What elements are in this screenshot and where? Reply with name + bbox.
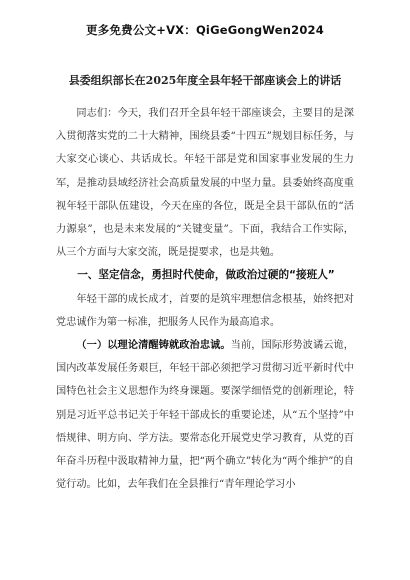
opening-paragraph: 同志们：今天，我们召开全县年轻干部座谈会，主要目的是深入贯彻落实党的二十大精神，围绕县委“十四五”规划目标任务，与大家交心谈心、共话成长。年轻干部是党和国家事业发展的生力军，是推动县域经济社会高质量发展的中坚力量。县委始终高度重视年轻干部队伍建设，今天在座的各位，既是全县干部队伍的“活力源泉”，也是未来发展的“关键变量”。下面，我结合工作实际，从三个方面与大家交流，既是提要求，也是共勉。 [56, 108, 354, 259]
section-intro-paragraph: 年轻干部的成长成才，首要的是筑牢理想信念根基，始终把对党忠诚作为第一标准，把服务人民作为最高追求。 [56, 293, 354, 328]
subsection-heading: （一）以理论清醒铸就政治忠诚。 [76, 340, 231, 352]
promo-header: 更多免费公文+VX：QiGeGongWen2024 [86, 23, 324, 37]
subsection-text: 当前，国际形势波谲云诡，国内改革发展任务艰巨，年轻干部必须把学习贯彻习近平新时代中国特色社会主义思想作为终身课题。要深学细悟党的创新理论，特别是习近平总书记关于年轻干部成长的重要论述，从“五个坚持”中悟规律、明方向、学方法。要常态化开展党史学习教育，从党的百年奋斗历程中汲取精神力量，把“两个确立”转化为“两个维护”的自觉行动。比如，去年我们在全县推行“青年理论学习小 [56, 340, 354, 491]
section-heading: 一、坚定信念，勇担时代使命，做政治过硬的“接班人” [77, 269, 335, 282]
subsection-paragraph [56, 334, 354, 496]
document-title: 县委组织部长在2025年度全县年轻干部座谈会上的讲话 [68, 74, 342, 87]
